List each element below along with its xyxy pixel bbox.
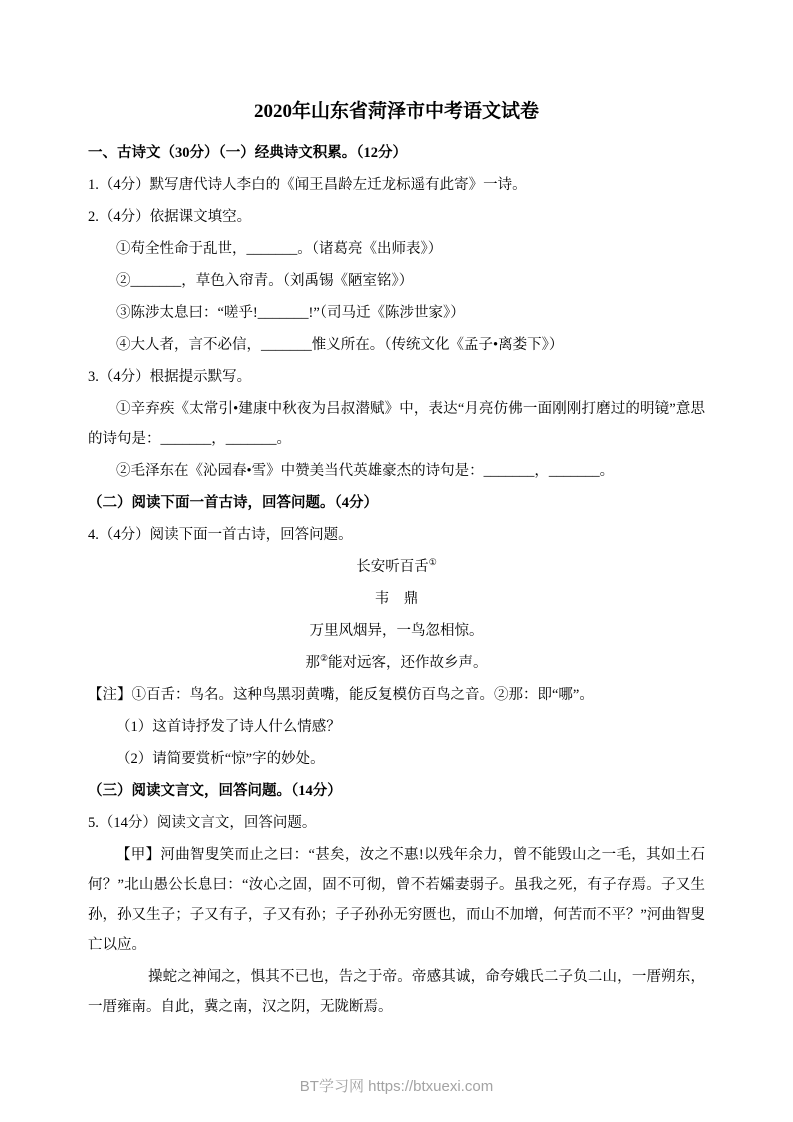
- question-1: 1.（4分）默写唐代诗人李白的《闻王昌龄左迁龙标遥有此寄》一诗。: [88, 177, 527, 193]
- poem-note-ref-2: ②: [319, 653, 329, 664]
- question-2-item-4: ④大人者，言不必信，_______惟义所在。（传统文化《孟子•离娄下》）: [116, 337, 564, 353]
- question-4-sub-1: （1）这首诗抒发了诗人什么情感？: [116, 719, 341, 735]
- poem-author: 韦 鼎: [374, 591, 419, 607]
- watermark-footer: BT学习网 https://btxuexi.com: [299, 1078, 494, 1095]
- question-4-sub-2: （2）请简要赏析“惊”字的妙处。: [116, 751, 325, 767]
- question-4-stem: 4.（4分）阅读下面一首古诗，回答问题。: [88, 527, 353, 543]
- page-title: 2020年山东省菏泽市中考语文试卷: [253, 101, 539, 122]
- poem-line-1: 万里风烟异，一鸟忽相惊。: [309, 623, 484, 639]
- question-2-item-3: ③陈涉太息曰：“嗟乎!_______!”（司马迁《陈涉世家》）: [116, 305, 465, 321]
- poem-note: 【注】①百舌：鸟名。这种鸟黑羽黄嘴，能反复模仿百鸟之音。②那：即“哪”。: [88, 687, 594, 703]
- question-2-stem: 2.（4分）依据课文填空。: [88, 209, 252, 225]
- question-3-item-1: ①辛弃疾《太常引•建康中秋夜为吕叔潜赋》中，表达“月亮仿佛一面刚刚打磨过的明镜”意思的诗句是：_______，_______。: [88, 401, 705, 447]
- question-2-item-2: ②_______，草色入帘青。（刘禹锡《陋室铭》）: [116, 273, 414, 289]
- question-3-stem: 3.（4分）根据提示默写。: [88, 369, 252, 385]
- section-two-heading: （二）阅读下面一首古诗，回答问题。（4分）: [88, 495, 378, 511]
- poem-line-2: [88, 648, 705, 678]
- poem-title-text: 长安听百舌: [356, 559, 429, 575]
- question-5-stem: 5.（14分）阅读文言文，回答问题。: [88, 815, 317, 831]
- poem-note-ref-1: ①: [428, 557, 437, 568]
- question-3-item-2: ②毛泽东在《沁园春•雪》中赞美当代英雄豪杰的诗句是：_______，_______。: [116, 463, 615, 479]
- poem-title: [88, 552, 705, 582]
- section-three-heading: （三）阅读文言文，回答问题。（14分）: [88, 783, 342, 799]
- question-2-item-1: ①苟全性命于乱世，_______。（诸葛亮《出师表》）: [116, 241, 443, 257]
- question-5-passage-2: 操蛇之神闻之，惧其不已也，告之于帝。帝感其诚，命夸娥氏二子负二山，一厝朔东，一厝雍南。自此，冀之南，汉之阴，无陇断焉。: [88, 969, 705, 1015]
- poem-line-2-rest: 能对远客，还作故乡声。: [328, 655, 488, 671]
- section-one-heading: 一、古诗文（30分）（一）经典诗文积累。（12分）: [88, 145, 407, 161]
- poem-line-2-start: 那: [305, 655, 320, 671]
- question-5-passage-1: 【甲】河曲智叟笑而止之曰：“甚矣，汝之不惠!以残年余力，曾不能毁山之一毛，其如土石何？”北山愚公长息曰：“汝心之固，固不可彻，曾不若孀妻弱子。虽我之死，有子存焉。子又生孙，孙又生子；子又有子，子又有孙；子子孙孙无穷匮也，而山不加增，何苦而不平？”河曲智叟亡以应。: [88, 847, 705, 953]
